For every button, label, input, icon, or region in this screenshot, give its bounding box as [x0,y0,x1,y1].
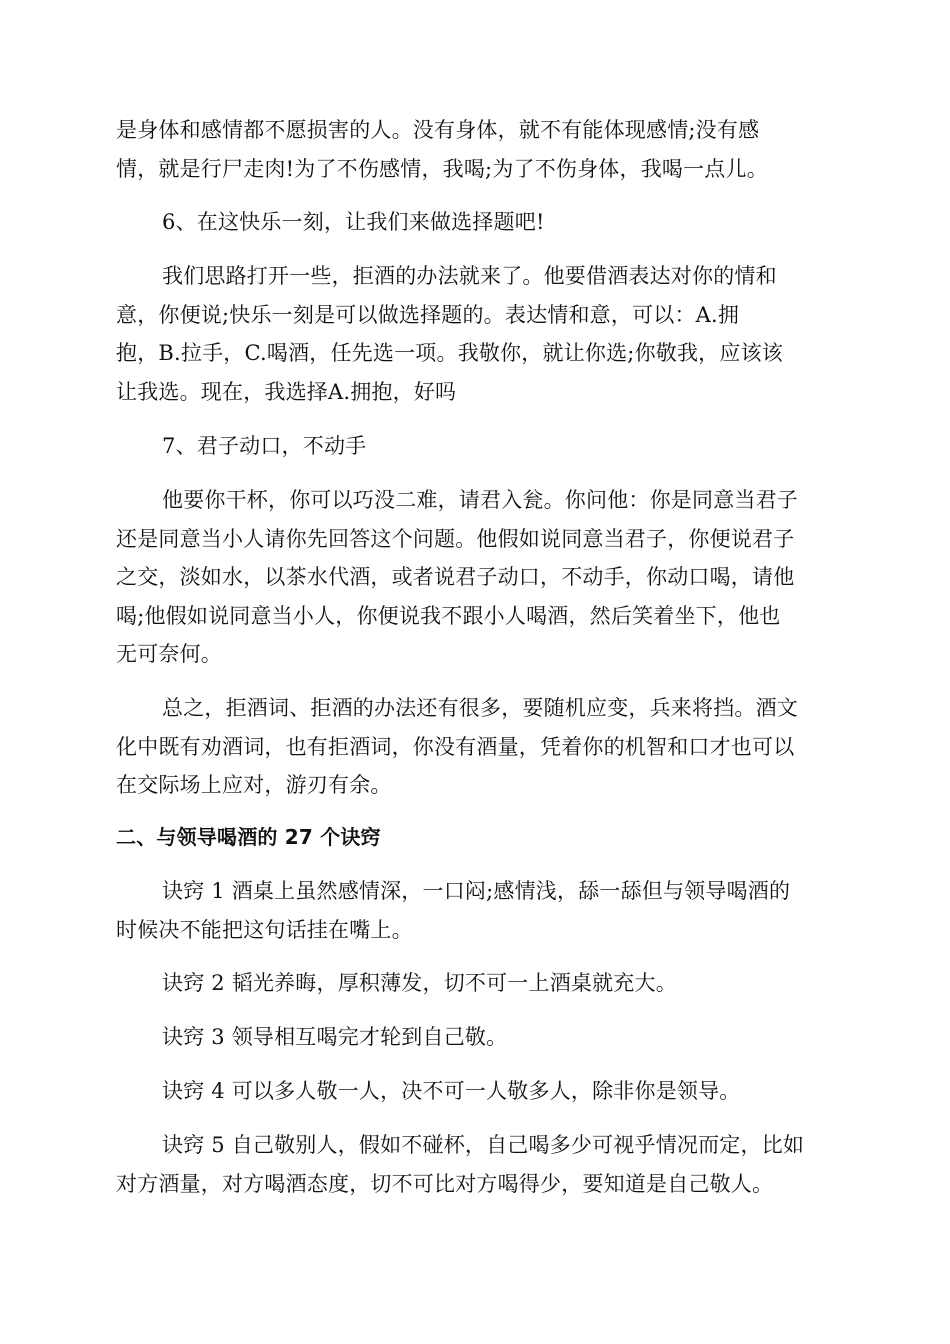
tip-line: 对方酒量，对方喝酒态度，切不可比对方喝得少，要知道是自己敬人。 [116,1171,774,1196]
tip-5 [116,1126,832,1203]
paragraph-line: 还是同意当小人请你先回答这个问题。他假如说同意当君子，你便说君子 [116,526,795,551]
item-7-heading [116,427,832,466]
paragraph-line: 无可奈何。 [116,642,222,666]
paragraph-line: 让我选。现在，我选择A.拥抱，好吗 [116,379,457,404]
section-heading-text: 二、与领导喝酒的 27 个诀窍 [116,825,381,849]
tip-line: 诀窍 4 可以多人敬一人，决不可一人敬多人，除非你是领导。 [162,1079,741,1103]
paragraph-line: 意，你便说;快乐一刻是可以做选择题的。表达情和意，可以：A.拥 [116,302,740,327]
paragraph-line: 化中既有劝酒词，也有拒酒词，你没有酒量，凭着你的机智和口才也可以 [116,734,795,759]
tip-1 [116,872,832,949]
paragraph-line: 他要你干杯，你可以巧没二难，请君入瓮。你问他：你是同意当君子 [162,488,798,512]
paragraph-line: 总之，拒酒词、拒酒的办法还有很多，要随机应变，兵来将挡。酒文 [162,696,798,720]
tip-line: 诀窍 3 领导相互喝完才轮到自己敬。 [162,1025,508,1049]
tip-line: 诀窍 1 酒桌上虽然感情深，一口闷;感情浅，舔一舔但与领导喝酒的 [162,879,791,903]
paragraph-line: 在交际场上应对，游刃有余。 [116,773,392,797]
paragraph-line: 情，就是行尸走肉!为了不伤感情，我喝;为了不伤身体，我喝一点儿。 [116,156,768,181]
section-2-heading [116,818,832,857]
paragraph-3 [116,481,832,674]
paragraph-2 [116,257,832,411]
tip-2 [116,964,832,1003]
paragraph-line: 是身体和感情都不愿损害的人。没有身体，就不有能体现感情;没有感 [116,118,760,142]
paragraph-line: 之交，淡如水，以茶水代酒，或者说君子动口，不动手，你动口喝，请他 [116,565,795,589]
paragraph-1 [116,111,832,188]
paragraph-line: 喝;他假如说同意当小人，你便说我不跟小人喝酒，然后笑着坐下，他也 [116,603,781,628]
tip-4 [116,1072,832,1111]
tip-line: 诀窍 2 韬光养晦，厚积薄发，切不可一上酒桌就充大。 [162,971,677,995]
paragraph-line: 我们思路打开一些，拒酒的办法就来了。他要借酒表达对你的情和 [162,264,777,288]
item-6-heading [116,203,832,242]
item-heading-text: 6、在这快乐一刻，让我们来做选择题吧! [162,210,545,234]
paragraph-line: 抱，B.拉手，C.喝酒，任先选一项。我敬你，就让你选;你敬我，应该该 [116,341,783,365]
item-heading-text: 7、君子动口，不动手 [162,434,367,458]
tip-line: 时候决不能把这句话挂在嘴上。 [116,917,413,942]
paragraph-4 [116,689,832,805]
tip-line: 诀窍 5 自己敬别人，假如不碰杯，自己喝多少可视乎情况而定，比如 [162,1133,805,1157]
tip-3 [116,1018,832,1057]
